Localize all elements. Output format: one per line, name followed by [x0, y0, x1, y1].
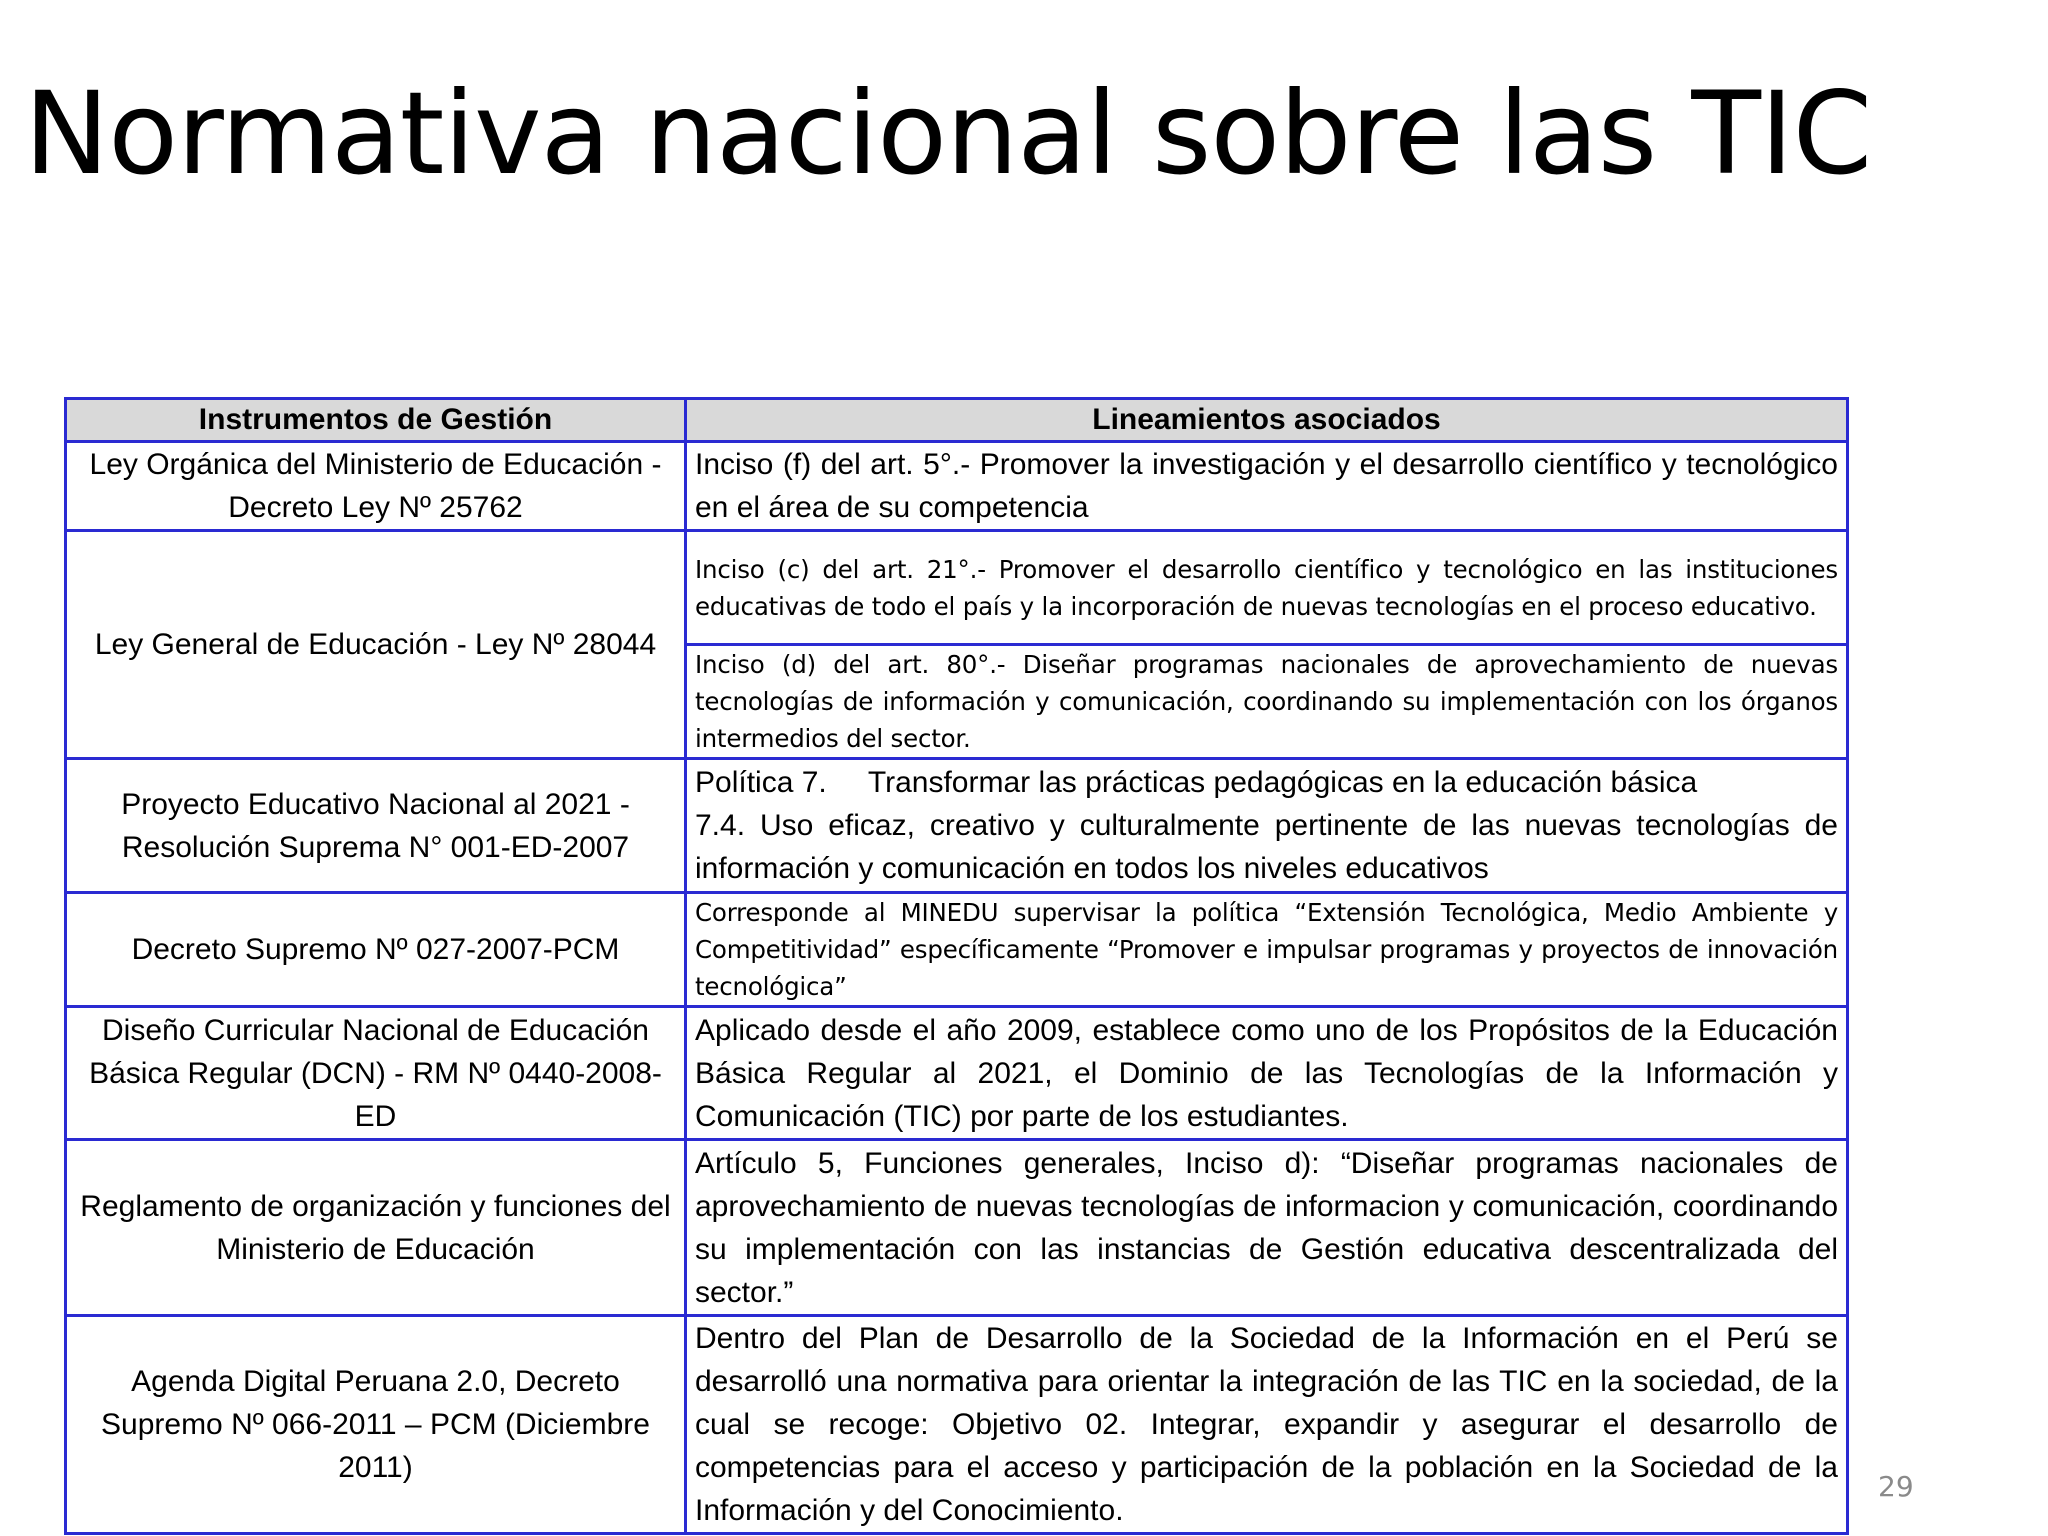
lineamiento-cell: Artículo 5, Funciones generales, Inciso d): “Diseñar programas nacionales de aprovechamiento de nuevas tecnologías de informacion y comunicación, coordinando su implementación con las instancias de Gestión educativa descentralizada del sector.” [686, 1140, 1848, 1316]
table-row [66, 1140, 1848, 1316]
instrument-cell: Reglamento de organización y funciones del Ministerio de Educación [66, 1140, 686, 1316]
table-row [66, 893, 1848, 1007]
header-lineamientos: Lineamientos asociados [686, 399, 1848, 442]
table-row [66, 759, 1848, 893]
instrument-cell: Diseño Curricular Nacional de Educación Básica Regular (DCN) - RM Nº 0440-2008-ED [66, 1007, 686, 1140]
table-row [66, 1316, 1848, 1534]
lineamiento-cell: Inciso (f) del art. 5°.- Promover la investigación y el desarrollo científico y tecnológico en el área de su competencia [686, 442, 1848, 531]
instrument-cell: Ley Orgánica del Ministerio de Educación - Decreto Ley Nº 25762 [66, 442, 686, 531]
politica-line: Política 7. Transformar las prácticas pedagógicas en la educación básica [695, 766, 1698, 799]
lineamiento-cell: Corresponde al MINEDU supervisar la política “Extensión Tecnológica, Medio Ambiente y Competitividad” específicamente “Promover e impulsar programas y proyectos de innovación tecnológica” [686, 893, 1848, 1007]
table-row [66, 1007, 1848, 1140]
politica-detail: 7.4. Uso eficaz, creativo y culturalmente pertinente de las nuevas tecnologías de información y comunicación en todos los niveles educativos [695, 809, 1838, 885]
instrument-cell: Decreto Supremo Nº 027-2007-PCM [66, 893, 686, 1007]
instrument-cell: Ley General de Educación - Ley Nº 28044 [66, 531, 686, 759]
table-header-row [66, 399, 1848, 442]
lineamiento-cell: Inciso (c) del art. 21°.- Promover el desarrollo científico y tecnológico en las instituciones educativas de todo el país y la incorporación de nuevas tecnologías en el proceso educativo. [686, 531, 1848, 645]
slide-title: Normativa nacional sobre las TIC [24, 67, 1872, 200]
header-instrumentos: Instrumentos de Gestión [66, 399, 686, 442]
lineamiento-cell: Aplicado desde el año 2009, establece como uno de los Propósitos de la Educación Básica Regular al 2021, el Dominio de las Tecnologías de la Información y Comunicación (TIC) por parte de los estudiantes. [686, 1007, 1848, 1140]
lineamiento-cell [686, 759, 1848, 893]
lineamiento-cell: Inciso (d) del art. 80°.- Diseñar programas nacionales de aprovechamiento de nuevas tecnologías de información y comunicación, coordinando su implementación con los órganos intermedios del sector. [686, 645, 1848, 759]
page-number: 29 [1878, 1470, 1914, 1503]
lineamiento-cell: Dentro del Plan de Desarrollo de la Sociedad de la Información en el Perú se desarrolló una normativa para orientar la integración de las TIC en la sociedad, de la cual se recoge: Objetivo 02. Integrar, expandir y asegurar el desarrollo de competencias para el acceso y participación de la población en la Sociedad de la Información y del Conocimiento. [686, 1316, 1848, 1534]
normativa-table [64, 397, 1849, 1535]
table-row [66, 442, 1848, 531]
instrument-cell: Agenda Digital Peruana 2.0, Decreto Supremo Nº 066-2011 – PCM (Diciembre 2011) [66, 1316, 686, 1534]
table-row [66, 531, 1848, 645]
instrument-cell: Proyecto Educativo Nacional al 2021 - Resolución Suprema N° 001-ED-2007 [66, 759, 686, 893]
